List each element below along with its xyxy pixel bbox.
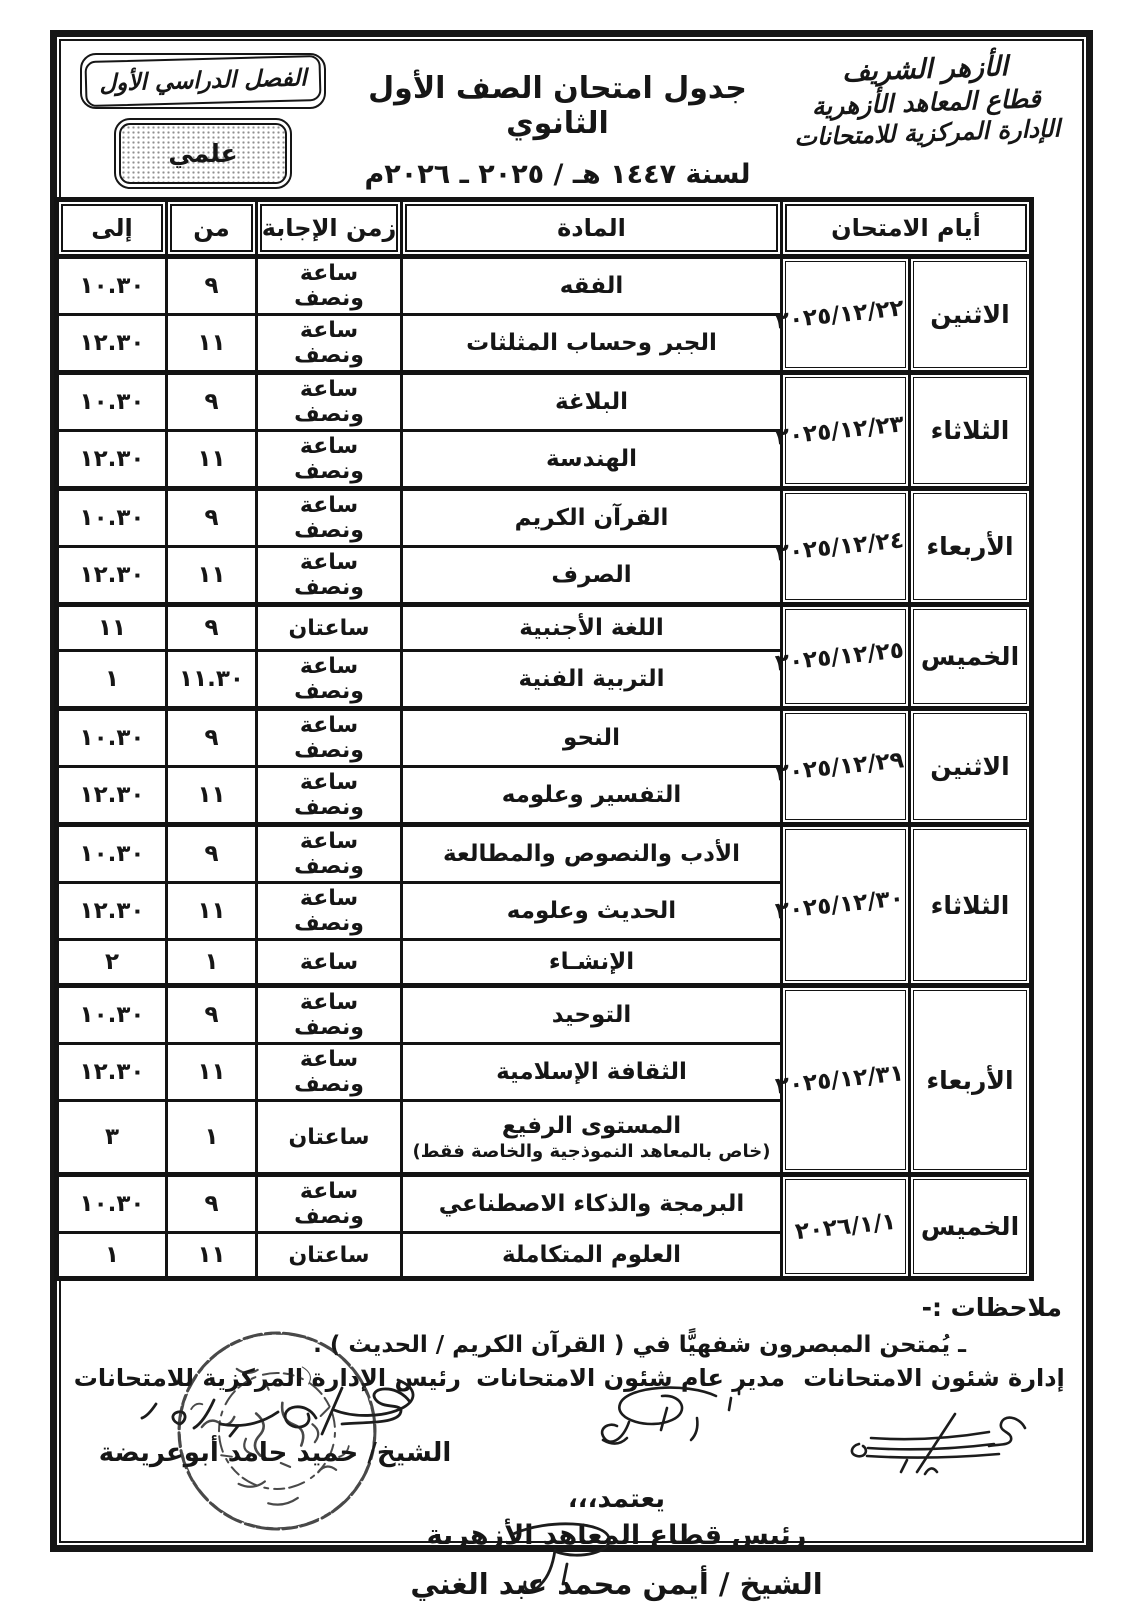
duration-cell: ساعتان xyxy=(257,605,402,651)
page-title: جدول امتحان الصف الأول الثانوي xyxy=(368,71,747,141)
duration-cell: ساعتان xyxy=(257,1233,402,1279)
start-time-cell: ٩ xyxy=(167,709,257,767)
duration-cell: ساعة ونصف xyxy=(257,825,402,883)
exam-day-cell: الثلاثاء xyxy=(910,373,1032,489)
exam-row xyxy=(57,709,1032,767)
exam-row xyxy=(57,986,1032,1044)
exam-date-cell xyxy=(773,373,910,489)
subject-cell: التفسير وعلومه xyxy=(402,767,782,825)
start-time-cell: ١١ xyxy=(167,315,257,373)
exam-schedule-table xyxy=(54,197,1034,1281)
duration-cell: ساعة ونصف xyxy=(257,431,402,489)
end-time-cell: ١٢.٣٠ xyxy=(57,315,167,373)
exam-row xyxy=(57,605,1032,651)
exam-day-cell: الأربعاء xyxy=(910,986,1032,1175)
exam-date-cell xyxy=(773,257,910,373)
exam-row xyxy=(57,257,1032,315)
signatory-name: الشيخ/ حميد حامد أبوعريضة xyxy=(98,1438,452,1468)
end-time-cell: ٢ xyxy=(57,940,167,986)
end-time-cell: ١١ xyxy=(57,605,167,651)
document-header xyxy=(67,45,1076,193)
start-time-cell: ٩ xyxy=(167,1175,257,1233)
subject-cell: الحديث وعلومه xyxy=(402,883,782,940)
start-time-cell: ١١ xyxy=(167,1233,257,1279)
subject-cell: الصرف xyxy=(402,547,782,605)
exam-date-value: ٢٠٢٦/١/١ xyxy=(793,1208,898,1245)
duration-cell: ساعة ونصف xyxy=(257,883,402,940)
exam-day-cell: الاثنين xyxy=(910,709,1032,825)
start-time-cell: ٩ xyxy=(167,986,257,1044)
exam-date-value: ٢٠٢٥/١٢/٣١ xyxy=(773,1060,906,1100)
duration-cell: ساعة ونصف xyxy=(257,767,402,825)
signature-label: مدير عام شئون الامتحانات xyxy=(476,1364,785,1392)
exam-day-cell: الأربعاء xyxy=(910,489,1032,605)
exam-date-value: ٢٠٢٥/١٢/٢٤ xyxy=(773,526,906,567)
end-time-cell: ٣ xyxy=(57,1101,167,1175)
duration-cell: ساعة ونصف xyxy=(257,373,402,431)
subject-cell: التربية الفنية xyxy=(402,651,782,709)
duration-cell: ساعة xyxy=(257,940,402,986)
duration-cell: ساعة ونصف xyxy=(257,315,402,373)
start-time-cell: ٩ xyxy=(167,257,257,315)
page-border-frame xyxy=(50,30,1093,1601)
exam-table-body xyxy=(57,257,1032,1279)
end-time-cell: ١٢.٣٠ xyxy=(57,547,167,605)
exam-date-cell xyxy=(773,709,910,825)
notes-title: ملاحظات :- xyxy=(921,1293,1062,1322)
approval-title-text: رئيس قطاع المعاهد الأزهرية xyxy=(426,1520,807,1551)
end-time-cell: ١٠.٣٠ xyxy=(57,257,167,315)
semester-badge-label: الفصل الدراسي الأول xyxy=(84,55,321,107)
subject-cell: القرآن الكريم xyxy=(402,489,782,547)
start-time-cell: ١١ xyxy=(167,431,257,489)
start-time-cell: ١١ xyxy=(167,767,257,825)
header-subject: المادة xyxy=(402,200,782,257)
exam-date-cell xyxy=(773,986,910,1175)
exam-row xyxy=(57,373,1032,431)
subject-cell: الجبر وحساب المثلثات xyxy=(402,315,782,373)
exam-date-value: ٢٠٢٥/١٢/٣٠ xyxy=(773,885,906,925)
duration-cell: ساعتان xyxy=(257,1101,402,1175)
subject-cell: اللغة الأجنبية xyxy=(402,605,782,651)
exam-day-cell: الاثنين xyxy=(910,257,1032,373)
subject-note: (خاص بالمعاهد النموذجية والخاصة فقط) xyxy=(412,1140,771,1162)
duration-cell: ساعة ونصف xyxy=(257,986,402,1044)
subject-cell: العلوم المتكاملة xyxy=(402,1233,782,1279)
exam-day-cell: الخميس xyxy=(910,605,1032,709)
exam-date-value: ٢٠٢٥/١٢/٢٩ xyxy=(773,746,906,787)
duration-cell: ساعة ونصف xyxy=(257,651,402,709)
start-time-cell: ١١.٣٠ xyxy=(167,651,257,709)
page-border-frame-inner xyxy=(59,39,1084,1601)
end-time-cell: ١ xyxy=(57,1233,167,1279)
subject-cell: الأدب والنصوص والمطالعة xyxy=(402,825,782,883)
org-administration: الإدارة المركزية للامتحانات xyxy=(793,114,1061,152)
title-block xyxy=(339,45,776,190)
signature-label: رئيس الإدارة المركزية للامتحانات xyxy=(73,1364,461,1392)
badge-column xyxy=(67,45,339,189)
header-from: من xyxy=(167,200,257,257)
start-time-cell: ٩ xyxy=(167,489,257,547)
exam-date-value: ٢٠٢٥/١٢/٢٢ xyxy=(773,294,906,335)
page-subtitle: لسنة ١٤٤٧ هـ / ٢٠٢٥ ـ ٢٠٢٦م xyxy=(364,159,751,190)
duration-cell: ساعة ونصف xyxy=(257,489,402,547)
end-time-cell: ١٠.٣٠ xyxy=(57,1175,167,1233)
signature-block-exams-affairs xyxy=(800,1364,1068,1484)
end-time-cell: ١٢.٣٠ xyxy=(57,431,167,489)
official-stamp xyxy=(157,1313,397,1549)
end-time-cell: ١ xyxy=(57,651,167,709)
subject-cell: المستوى الرفيع (خاص بالمعاهد النموذجية والخاصة فقط) xyxy=(402,1101,782,1175)
subject-cell: الهندسة xyxy=(402,431,782,489)
track-badge xyxy=(114,118,292,189)
exam-date-cell xyxy=(773,489,910,605)
note-item: ـ يُمتحن المبصرون شفهيًّا في ( القرآن الكريم / الحديث ) . xyxy=(313,1332,966,1358)
table-header-row xyxy=(57,200,1032,257)
exam-day-cell: الخميس xyxy=(910,1175,1032,1279)
duration-cell: ساعة ونصف xyxy=(257,709,402,767)
start-time-cell: ١ xyxy=(167,1101,257,1175)
duration-cell: ساعة ونصف xyxy=(257,1175,402,1233)
exam-day-cell: الثلاثاء xyxy=(910,825,1032,986)
org-sector: قطاع المعاهد الأزهرية xyxy=(811,83,1042,121)
exam-date-cell xyxy=(782,1175,910,1279)
duration-cell: ساعة ونصف xyxy=(257,1044,402,1101)
end-time-cell: ١٢.٣٠ xyxy=(57,1044,167,1101)
track-badge-label: علمي xyxy=(119,123,287,184)
org-calligraphy-block xyxy=(774,40,1077,153)
duration-cell: ساعة ونصف xyxy=(257,547,402,605)
approval-title xyxy=(427,1520,807,1551)
start-time-cell: ٩ xyxy=(167,825,257,883)
end-time-cell: ١٢.٣٠ xyxy=(57,883,167,940)
start-time-cell: ٩ xyxy=(167,605,257,651)
start-time-cell: ٩ xyxy=(167,373,257,431)
approval-word: يعتمد،،، xyxy=(567,1484,666,1514)
approver-name: الشيخ / أيمن محمد عبد الغني xyxy=(410,1567,823,1601)
start-time-cell: ١١ xyxy=(167,883,257,940)
subject-cell: الإنشـاء xyxy=(402,940,782,986)
subject-cell: البرمجة والذكاء الاصطناعي xyxy=(402,1175,782,1233)
header-to: إلى xyxy=(57,200,167,257)
org-name: الأزهر الشريف xyxy=(841,51,1009,88)
header-duration: زمن الإجابة xyxy=(257,200,402,257)
start-time-cell: ١١ xyxy=(167,547,257,605)
subject-cell: التوحيد xyxy=(402,986,782,1044)
handwritten-signature-mark xyxy=(829,1392,1039,1484)
semester-badge xyxy=(80,53,326,109)
subject-cell: الثقافة الإسلامية xyxy=(402,1044,782,1101)
exam-row xyxy=(57,1175,1032,1233)
end-time-cell: ١٢.٣٠ xyxy=(57,767,167,825)
subject-cell: البلاغة xyxy=(402,373,782,431)
start-time-cell: ١ xyxy=(167,940,257,986)
exam-row xyxy=(57,489,1032,547)
end-time-cell: ١٠.٣٠ xyxy=(57,825,167,883)
end-time-cell: ١٠.٣٠ xyxy=(57,489,167,547)
subject-cell: النحو xyxy=(402,709,782,767)
header-exam-days: أيام الامتحان xyxy=(782,200,1032,257)
exam-date-cell xyxy=(773,825,910,986)
signature-label: إدارة شئون الامتحانات xyxy=(803,1364,1065,1392)
end-time-cell: ١٠.٣٠ xyxy=(57,709,167,767)
start-time-cell: ١١ xyxy=(167,1044,257,1101)
exam-date-cell xyxy=(773,605,910,709)
exam-row xyxy=(57,825,1032,883)
signature-block-director-general xyxy=(466,1364,796,1484)
exam-date-value: ٢٠٢٥/١٢/٢٥ xyxy=(773,636,906,677)
subject-cell: الفقه xyxy=(402,257,782,315)
duration-cell: ساعة ونصف xyxy=(257,257,402,315)
end-time-cell: ١٠.٣٠ xyxy=(57,986,167,1044)
end-time-cell: ١٠.٣٠ xyxy=(57,373,167,431)
exam-date-value: ٢٠٢٥/١٢/٢٣ xyxy=(773,410,906,451)
